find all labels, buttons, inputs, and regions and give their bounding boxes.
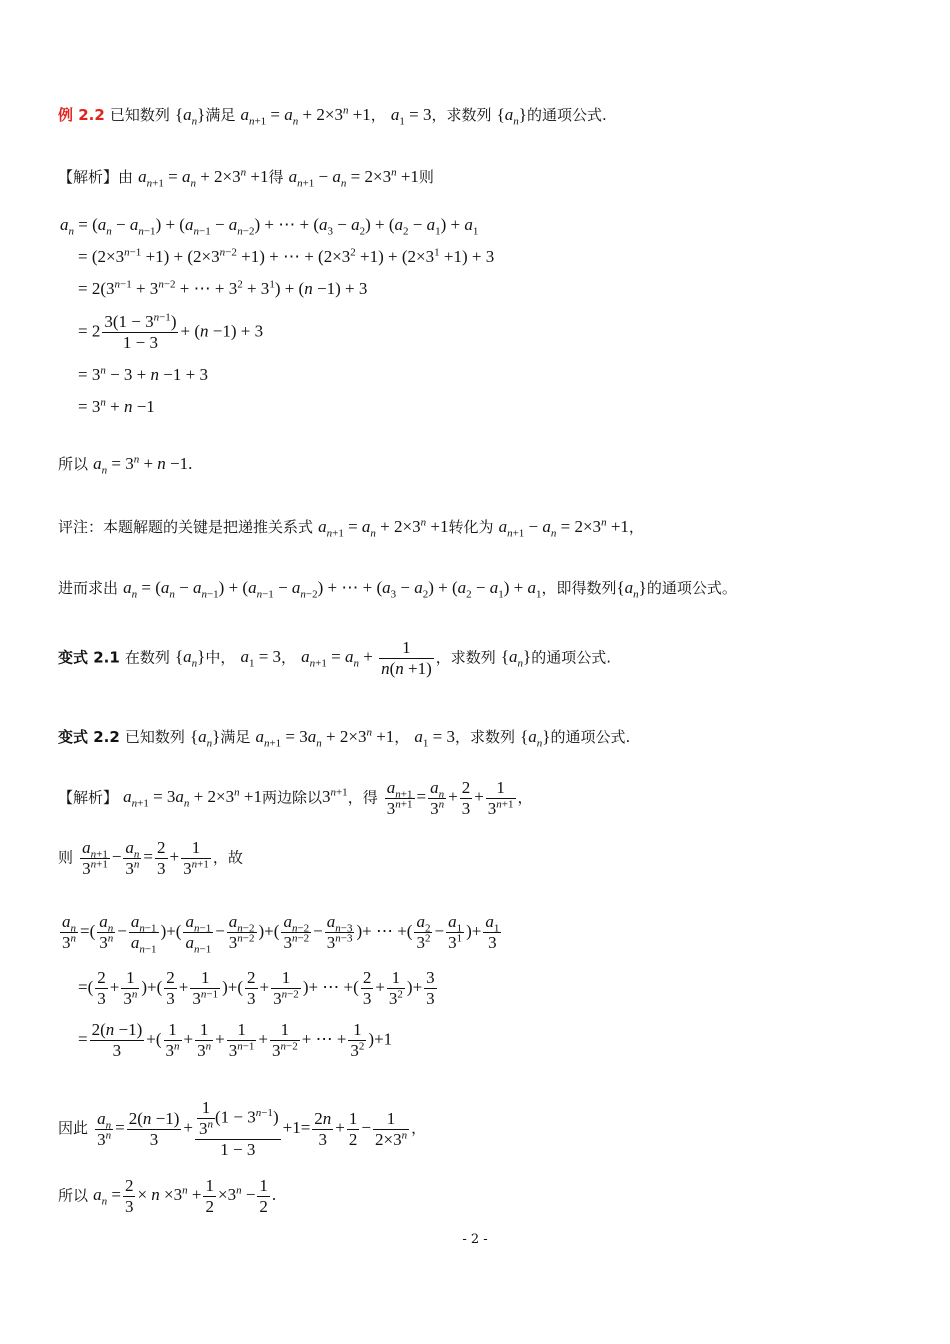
derivation-line-1: $a_n = (a_n - a_{n-1}) + (a_{n-1} - a_{n-2})$ + ⋯ + $(a_3 - a_2) + (a_2 - a_1) + a_1$	[60, 215, 479, 238]
variant-2-1: 变式 2.1 在数列 $\{a_n\}$中， $a_1 = 3$， $a_{n+1} = a_n$ + $\frac{1}{n(n +1)}$ ，求数列 $\{a_n\}$的通项公式.	[58, 638, 611, 678]
example-heading: 例 2.2 已知数列 $\{a_n\}$满足 $a_{n+1} = a_n + 2\times 3^n +1$， $a_1 = 3$，求数列 $\{a_n\}$的通项公式.	[58, 104, 607, 128]
conclusion-2: 所以 $a_n$ = $\frac{2}{3}$ × $n \times 3^n$ + $\frac{1}{2}$ $\times 3^n$ − $\frac{1}{2}$ .	[58, 1176, 277, 1216]
derivation-line-3: = $2(3^{n-1} + 3^{n-2}$ + ⋯ + $3^2 + 3^1) + (n -1) + 3$	[78, 278, 368, 298]
analysis2-line-1: 【解析】 $a_{n+1} = 3a_n + 2\times 3^n +1$两边除以$3^{n+1}$，得 $\frac{a_{n+1}}{3^{n+1}}$ = $\frac{a_n}{3^n}$ + $\frac{2}{3}$ + $\frac{1}{3^{n+1}}$ ，	[58, 778, 533, 818]
derivation-line-6: = $3^n + n -1$	[78, 396, 155, 416]
example-label: 例 2.2	[58, 106, 105, 124]
therefore-line: 因此 $\frac{a_n}{3^n}$ = $\frac{2(n -1)}{3}$ + $\frac{1}{3^n}$ $(1 - 3^{n-1})$ 1 − 3 +1= $\frac{2n}{3}$ + $\frac{1}{2}$ − $\frac{1}{2\times 3^n}$ ，	[58, 1098, 427, 1159]
derivation-line-4: = 2 $\frac{3(1 - 3^{n-1})}{1 - 3}$ + (n −1) + 3	[78, 311, 264, 352]
analysis2-line-2: 则 $\frac{a_{n+1}}{3^{n+1}}$ − $\frac{a_n}{3^n}$ = $\frac{2}{3}$ + $\frac{1}{3^{n+1}}$ ，故	[58, 838, 243, 878]
comment-line-2: 进而求出 $a_n = (a_n - a_{n-1}) + (a_{n-1} - a_{n-2})$ + ⋯ + $(a_3 - a_2) + (a_2 - a_1) + a_1$，即得数列$\{a_n\}$的通项公式。	[58, 578, 737, 601]
derivation2-line-2: =( $\frac{2}{3}$ + $\frac{1}{3^n}$ )+( $\frac{2}{3}$ + $\frac{1}{3^{n-1}}$ )+( $\frac{2}{3}$ + $\frac{1}{3^{n-2}}$ )+ ⋯ +( $\frac{2}{3}$ + $\frac{1}{3^2}$ )+ $\frac{3}{3}$	[78, 968, 435, 1008]
derivation-line-5: = $3^n - 3 + n -1 + 3$	[78, 364, 208, 384]
conclusion-1: 所以 $a_n = 3^n + n -1$.	[58, 453, 193, 477]
variant-2-2: 变式 2.2 已知数列 $\{a_n\}$满足 $a_{n+1} = 3a_n + 2\times 3^n +1$， $a_1 = 3$，求数列 $\{a_n\}$的通项公式.	[58, 726, 631, 750]
derivation2-line-3: = $\frac{2(n -1)}{3}$ +( $\frac{1}{3^n}$ + $\frac{1}{3^n}$ + $\frac{1}{3^{n-1}}$ + $\frac{1}{3^{n-2}}$ + ⋯ + $\frac{1}{3^2}$ )+1	[78, 1020, 393, 1060]
page-number: - 2 -	[462, 1232, 488, 1247]
analysis-line: 【解析】由 $a_{n+1} = a_n + 2\times 3^n +1$得 $a_{n+1} - a_n = 2\times 3^n +1$则	[58, 166, 434, 190]
derivation2-line-1: $\frac{a_n}{3^n}$ =( $\frac{a_n}{3^n}$ − $\frac{a_{n-1}}{a_{n-1}}$ )+( $\frac{a_{n-1}}{a_{n-1}}$ − $\frac{a_{n-2}}{3^{n-2}}$ )+( $\frac{a_{n-2}}{3^{n-2}}$ − $\frac{a_{n-3}}{3^{n-3}}$ )+ ⋯ +( $\frac{a_2}{3^2}$ − $\frac{a_1}{3^1}$ )+ $\frac{a_1}{3}$	[62, 912, 500, 956]
derivation-line-2: = $(2\times 3^{n-1} +1) + (2\times 3^{n-2} +1)$ + ⋯ + $(2\times 3^2 +1) + (2\times 3^1 +1) + 3$	[78, 246, 495, 266]
comment-line-1: 评注：本题解题的关键是把递推关系式 $a_{n+1} = a_n + 2\times 3^n +1$转化为 $a_{n+1} - a_n = 2\times 3^n +1$，	[58, 516, 644, 540]
